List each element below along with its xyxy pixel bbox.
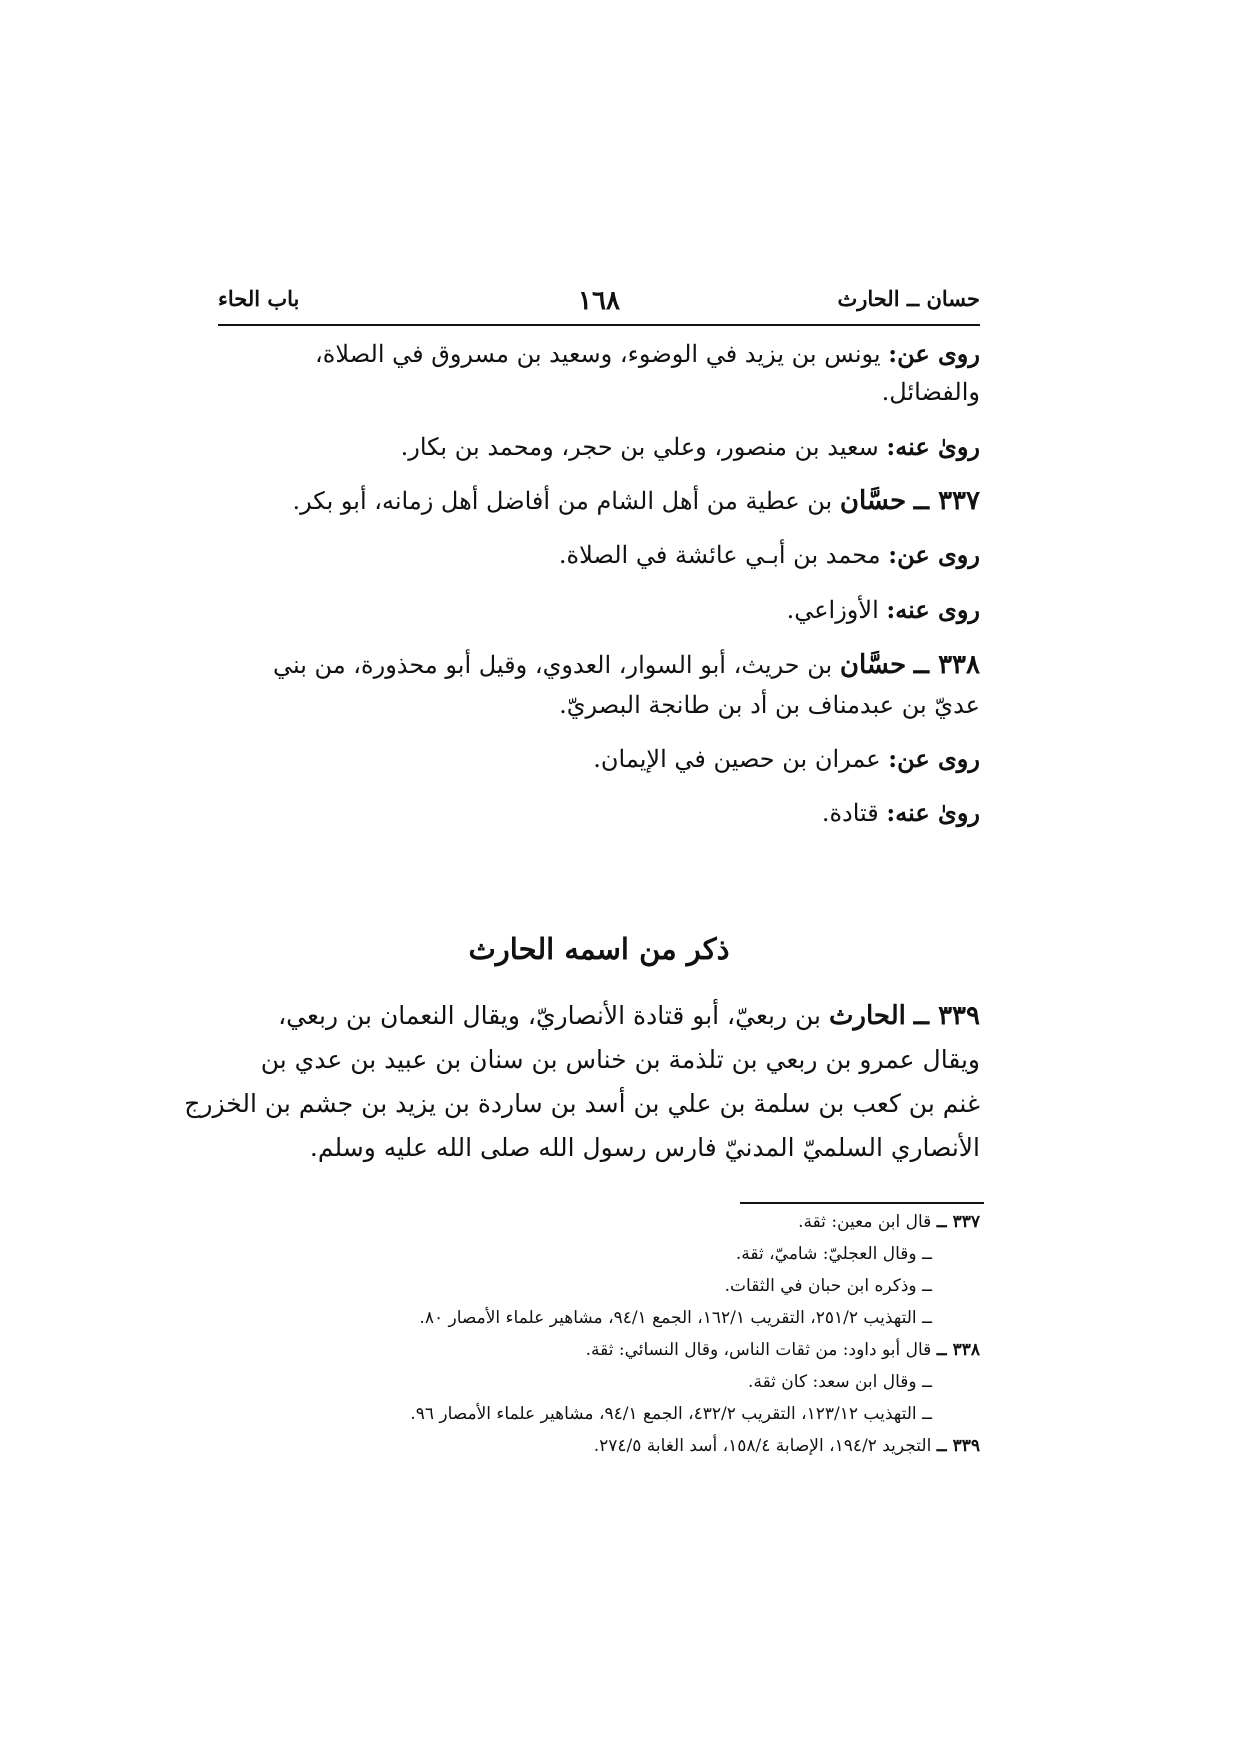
continuation-text: عديّ بن عبدمناف بن أد بن طانجة البصريّ. (559, 691, 980, 719)
text-line (278, 996, 980, 1036)
footnote-line (594, 1434, 980, 1458)
entry-number: ٣٣٩ ــ (913, 1001, 980, 1031)
entry-text: غنم بن كعب بن سلمة بن علي بن أسد بن ساردة بن يزيد بن جشم بن الخزرج (184, 1089, 980, 1118)
narrated-by-label: روىٰ عنه: (886, 798, 980, 827)
narrated-by-label: روىٰ عنه: (886, 432, 980, 461)
footnote-line (586, 1338, 980, 1362)
entry-text: بن حريث، أبو السوار، العدوي، وقيل أبو محذورة، من بني (273, 651, 833, 679)
running-header (218, 282, 980, 326)
entry-name: حسَّان (839, 650, 907, 680)
text-line (822, 796, 980, 830)
entry-text: ويقال عمرو بن ربعي بن تلذمة بن خناس بن سنان بن عبيد بن عدي بن (260, 1045, 980, 1074)
narrated-from-text: محمد بن أبـي عائشة في الصلاة. (558, 541, 881, 569)
text-line (593, 742, 980, 776)
narrated-by-text: قتادة. (821, 799, 879, 827)
narrated-from-text: عمران بن حصين في الإيمان. (593, 745, 881, 773)
entry-name: الحارث (828, 1001, 906, 1031)
page-number: ١٦٨ (578, 286, 620, 316)
header-entry-range: حسان ــ الحارث (837, 286, 980, 311)
text-line (882, 375, 980, 409)
section-title: ذكر من اسمه الحارث (468, 932, 730, 966)
footnote-divider (740, 1202, 984, 1204)
narrated-by-text: الأوزاعي. (786, 596, 879, 624)
text-line (310, 1128, 980, 1168)
entry-337 (292, 484, 980, 518)
footnote-number: ٣٣٧ ــ (936, 1212, 980, 1232)
footnote-line: ــ وذكره ابن حبان في الثقات. (724, 1276, 932, 1296)
footnote-line: ــ وقال ابن سعد: كان ثقة. (748, 1372, 932, 1392)
entry-number: ٣٣٨ ــ (913, 650, 980, 680)
text-line (559, 538, 980, 572)
footnote-line: ــ التهذيب ١٢٣/١٢، التقريب ٤٣٢/٢، الجمع ٩٤/١، مشاهير علماء الأمصار ٩٦. (410, 1404, 932, 1424)
entry-number: ٣٣٧ ــ (913, 486, 980, 516)
header-chapter: باب الحاء (218, 286, 300, 311)
footnote-text: قال أبو داود: من ثقات الناس، وقال النسائي: ثقة. (585, 1340, 932, 1360)
footnote-line: ــ التهذيب ٢٥١/٢، التقريب ١٦٢/١، الجمع ٩٤/١، مشاهير علماء الأمصار ٨٠. (419, 1308, 932, 1328)
footnote-text: قال ابن معين: ثقة. (798, 1212, 932, 1232)
text-line (559, 688, 980, 722)
narrated-from-label: روى عن: (888, 339, 980, 368)
text-line (315, 337, 980, 371)
footnote-line: ــ وقال العجليّ: شاميّ، ثقة. (735, 1244, 932, 1264)
footnote-number: ٣٣٩ ــ (936, 1436, 980, 1456)
text-line (401, 430, 980, 464)
text-line (261, 1040, 980, 1080)
text-line (787, 593, 980, 627)
entry-text: بن ربعيّ، أبو قتادة الأنصاريّ، ويقال النعمان بن ربعي، (278, 1001, 821, 1030)
narrated-from-label: روى عن: (888, 540, 980, 569)
entry-text: الأنصاري السلميّ المدنيّ فارس رسول الله صلى الله عليه وسلم. (309, 1133, 980, 1162)
footnote-text: التجريد ١٩٤/٢، الإصابة ١٥٨/٤، أسد الغابة ٢٧٤/٥. (593, 1436, 932, 1456)
narrated-by-text: سعيد بن منصور، وعلي بن حجر، ومحمد بن بكار. (400, 433, 879, 461)
narrated-by-label: روى عنه: (886, 595, 980, 624)
footnote-line (798, 1210, 980, 1234)
narrated-from-label: روى عن: (888, 744, 980, 773)
entry-name: حسَّان (839, 486, 907, 516)
continuation-text: والفضائل. (881, 378, 980, 406)
footnote-number: ٣٣٨ ــ (936, 1340, 980, 1360)
entry-text: بن عطية من أهل الشام من أفاضل أهل زمانه، أبو بكر. (292, 487, 833, 515)
narrated-from-text: يونس بن يزيد في الوضوء، وسعيد بن مسروق في الصلاة، (315, 340, 881, 368)
text-line (184, 1084, 980, 1124)
entry-338 (273, 648, 980, 682)
